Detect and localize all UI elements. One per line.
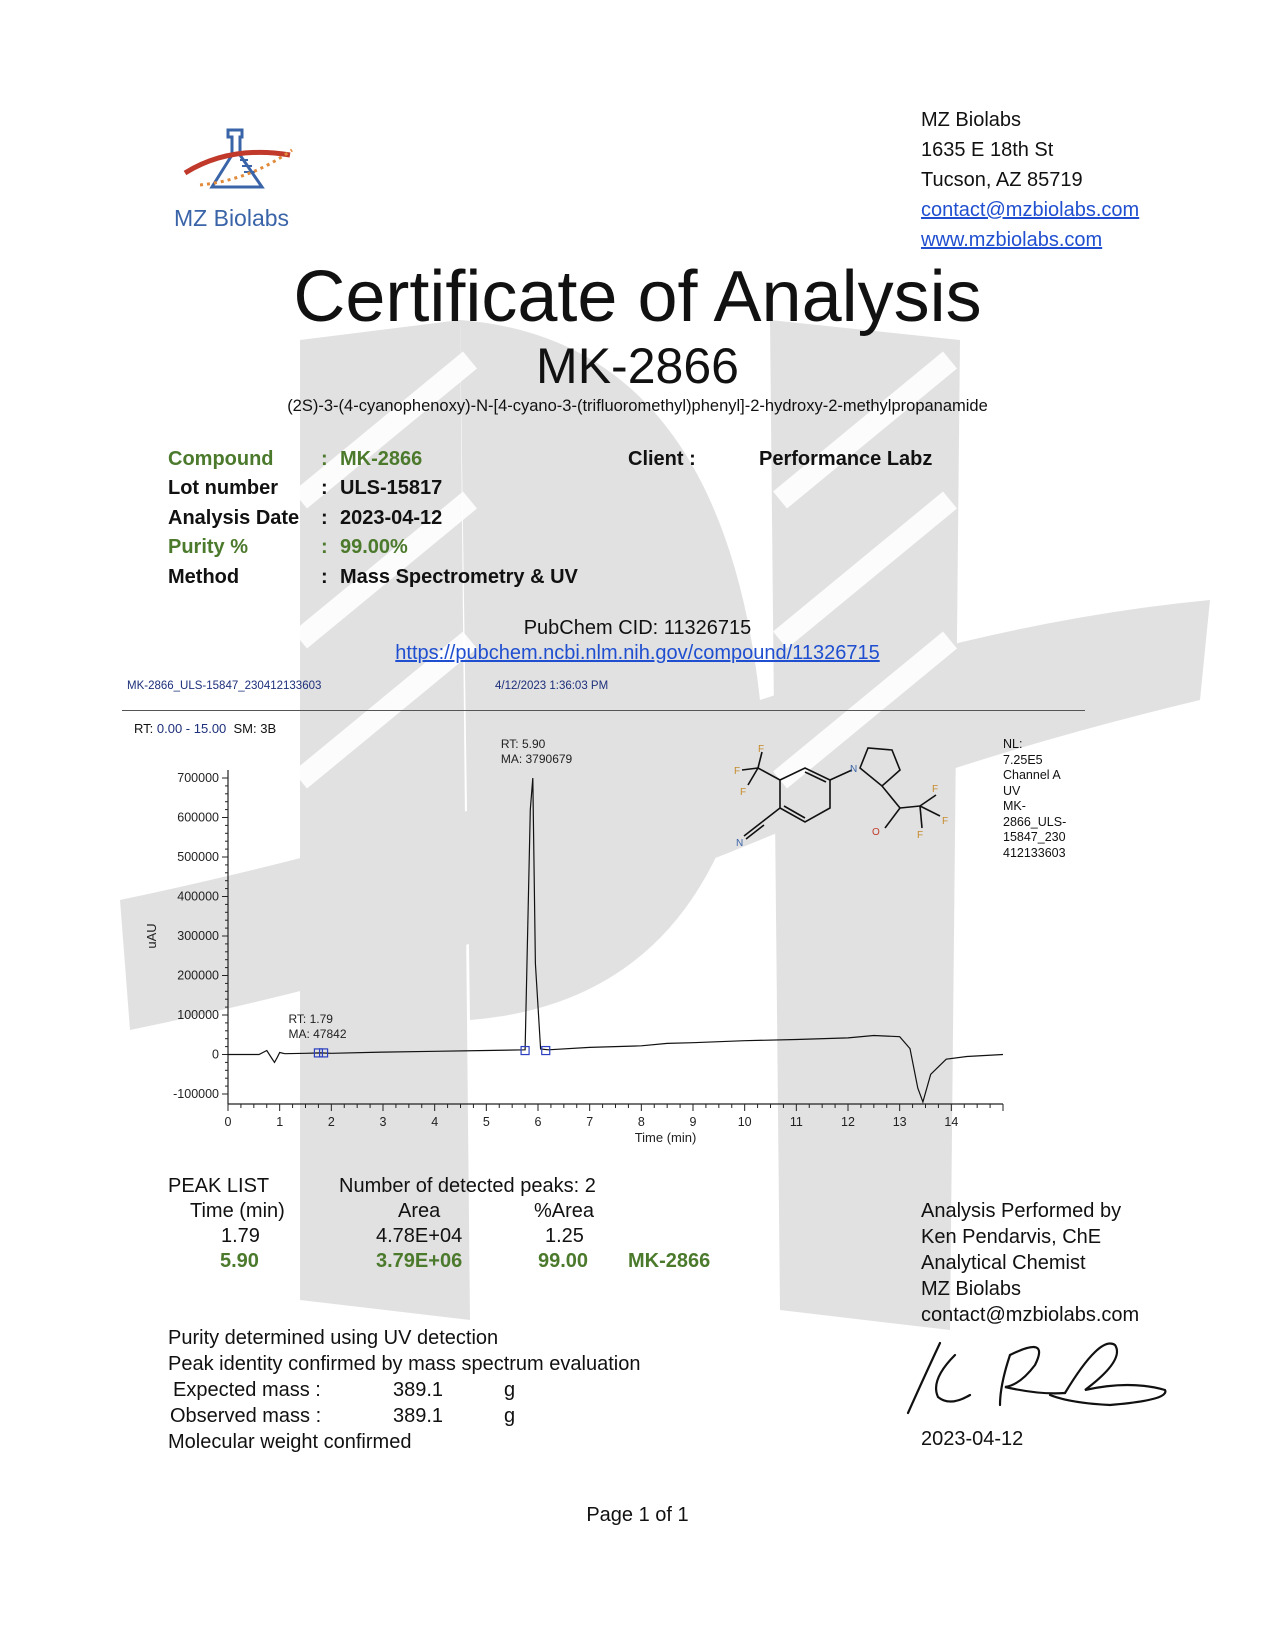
- field-label-method: Method: [168, 566, 240, 588]
- analyst-org: MZ Biolabs: [921, 1278, 1022, 1300]
- expected-mass-label: Expected mass :: [173, 1379, 321, 1401]
- note-identity: Peak identity confirmed by mass spectrum evaluation: [168, 1353, 641, 1375]
- expected-mass-unit: g: [504, 1379, 516, 1401]
- peak-compound-name: MK-2866: [628, 1250, 711, 1272]
- svg-text:F: F: [942, 816, 949, 827]
- peak-rt-label: RT: 5.90: [500, 737, 546, 751]
- x-tick-label: 11: [789, 1115, 803, 1129]
- x-tick-label: 9: [689, 1115, 697, 1129]
- lab-name: MZ Biolabs: [921, 109, 1022, 131]
- x-tick-label: 6: [534, 1115, 542, 1129]
- peak-time: 1.79: [221, 1225, 260, 1247]
- field-value-purity: 99.00%: [340, 536, 408, 558]
- field-colon: :: [321, 536, 328, 558]
- x-tick-label: 7: [586, 1115, 594, 1129]
- svg-text:F: F: [917, 830, 924, 841]
- side-info-line: 2866_ULS-: [1003, 814, 1067, 829]
- page-title: Certificate of Analysis: [293, 257, 982, 337]
- field-label-date: Analysis Date: [168, 507, 300, 529]
- x-tick-label: 14: [944, 1115, 959, 1129]
- observed-mass-value: 389.1: [393, 1405, 444, 1427]
- x-tick-label: 4: [431, 1115, 439, 1129]
- field-colon: :: [321, 566, 328, 588]
- peak-pct: 99.00: [538, 1250, 589, 1272]
- chart-side-info: [1003, 737, 1066, 861]
- y-axis-label: uAU: [144, 923, 159, 949]
- side-info-line: UV: [1003, 783, 1021, 798]
- x-tick-label: 5: [482, 1115, 490, 1129]
- analyst-role: Analytical Chemist: [921, 1252, 1086, 1274]
- y-tick-label: 300000: [177, 929, 219, 943]
- field-value-lot: ULS-15817: [340, 477, 443, 499]
- pubchem-link[interactable]: https://pubchem.ncbi.nlm.nih.gov/compound/11326715: [395, 642, 880, 664]
- city: Tucson, AZ 85719: [921, 169, 1083, 191]
- chart-datetime: 4/12/2023 1:36:03 PM: [495, 680, 609, 692]
- x-tick-label: 0: [224, 1115, 232, 1129]
- peak-area-label: MA: 47842: [288, 1026, 347, 1041]
- peak-pct: 1.25: [545, 1225, 584, 1247]
- y-tick-label: 500000: [177, 850, 219, 864]
- svg-text:N: N: [850, 764, 858, 775]
- observed-mass-unit: g: [504, 1405, 516, 1427]
- side-info-line: Channel A: [1003, 768, 1061, 782]
- observed-mass-label: Observed mass :: [170, 1405, 322, 1427]
- rt-label: RT:: [134, 721, 154, 736]
- x-tick-label: 2: [327, 1115, 335, 1129]
- x-tick-label: 13: [892, 1115, 907, 1129]
- rt-range: 0.00 - 15.00: [156, 721, 227, 736]
- y-tick-label: 400000: [177, 889, 219, 904]
- field-value-method: Mass Spectrometry & UV: [340, 566, 578, 588]
- x-axis-label: Time (min): [634, 1130, 697, 1145]
- x-tick-label: 3: [379, 1115, 387, 1129]
- field-value-compound: MK-2866: [340, 448, 423, 470]
- side-info-line: 15847_230: [1003, 830, 1066, 844]
- svg-text:F: F: [758, 744, 765, 755]
- note-mw: Molecular weight confirmed: [168, 1431, 412, 1453]
- svg-text:F: F: [740, 787, 747, 798]
- peak-area-label: MA: 3790679: [500, 752, 573, 766]
- iupac-name: (2S)-3-(4-cyanophenoxy)-N-[4-cyano-3-(trifluoromethyl)phenyl]-2-hydroxy-2-methylpropanamide: [287, 397, 988, 415]
- peak-time: 5.90: [220, 1250, 259, 1272]
- y-tick-label: 600000: [177, 810, 219, 825]
- email-link[interactable]: contact@mzbiolabs.com: [921, 199, 1140, 221]
- svg-text:F: F: [932, 784, 939, 795]
- peak-area: 3.79E+06: [376, 1250, 463, 1272]
- svg-text:F: F: [734, 766, 741, 777]
- field-colon: :: [321, 507, 328, 529]
- chart-file-id: MK-2866_ULS-15847_230412133603: [127, 680, 322, 692]
- note-purity: Purity determined using UV detection: [168, 1327, 499, 1349]
- peak-list-title: PEAK LIST: [168, 1175, 270, 1197]
- x-tick-label: 8: [637, 1115, 645, 1129]
- y-tick-label: 200000: [177, 968, 219, 983]
- side-info-line: NL:: [1003, 737, 1023, 751]
- analyst-email: contact@mzbiolabs.com: [921, 1304, 1140, 1326]
- x-tick-label: 12: [841, 1115, 855, 1129]
- y-tick-label: 0: [212, 1047, 219, 1062]
- page-footer: Page 1 of 1: [586, 1504, 689, 1526]
- col-header-area: Area: [398, 1200, 441, 1222]
- field-value-date: 2023-04-12: [340, 507, 443, 529]
- peak-boundary-marker: [542, 1047, 550, 1055]
- field-label-lot: Lot number: [168, 477, 278, 499]
- col-header-time: Time (min): [190, 1200, 285, 1222]
- logo-text: MZ Biolabs: [174, 205, 290, 231]
- x-tick-label: 1: [276, 1115, 284, 1129]
- peak-area: 4.78E+04: [376, 1225, 463, 1247]
- x-tick-label: 10: [737, 1115, 752, 1129]
- peak-count: Number of detected peaks: 2: [339, 1175, 596, 1197]
- y-tick-label: -100000: [173, 1087, 219, 1101]
- field-label-compound: Compound: [168, 448, 274, 470]
- signature-icon: [900, 1325, 1180, 1420]
- client-label: Client :: [628, 448, 696, 470]
- svg-text:N: N: [736, 838, 744, 849]
- analyst-intro: Analysis Performed by: [921, 1200, 1122, 1222]
- client-value: Performance Labz: [759, 448, 933, 470]
- molecule-structure-icon: [710, 740, 980, 880]
- y-tick-label: 700000: [177, 771, 219, 785]
- side-info-line: 412133603: [1003, 845, 1066, 860]
- pubchem-cid: PubChem CID: 11326715: [523, 617, 752, 639]
- analyst-name: Ken Pendarvis, ChE: [921, 1226, 1102, 1248]
- field-colon: :: [321, 448, 328, 470]
- sm-label: SM: 3B: [233, 721, 277, 736]
- field-colon: :: [321, 477, 328, 499]
- peak-rt-label: RT: 1.79: [288, 1011, 333, 1026]
- col-header-pct: %Area: [534, 1200, 595, 1222]
- signature-date: 2023-04-12: [921, 1428, 1024, 1450]
- side-info-line: MK-: [1003, 799, 1026, 813]
- svg-text:O: O: [872, 827, 880, 838]
- y-tick-label: 100000: [177, 1008, 219, 1022]
- notes-block: [168, 1325, 640, 1455]
- analyst-block: [921, 1198, 1139, 1328]
- website-link[interactable]: www.mzbiolabs.com: [921, 229, 1103, 251]
- expected-mass-value: 389.1: [393, 1379, 444, 1401]
- street: 1635 E 18th St: [921, 139, 1054, 161]
- compound-title: MK-2866: [536, 338, 739, 394]
- field-label-purity: Purity %: [168, 536, 249, 558]
- side-info-line: 7.25E5: [1003, 752, 1043, 767]
